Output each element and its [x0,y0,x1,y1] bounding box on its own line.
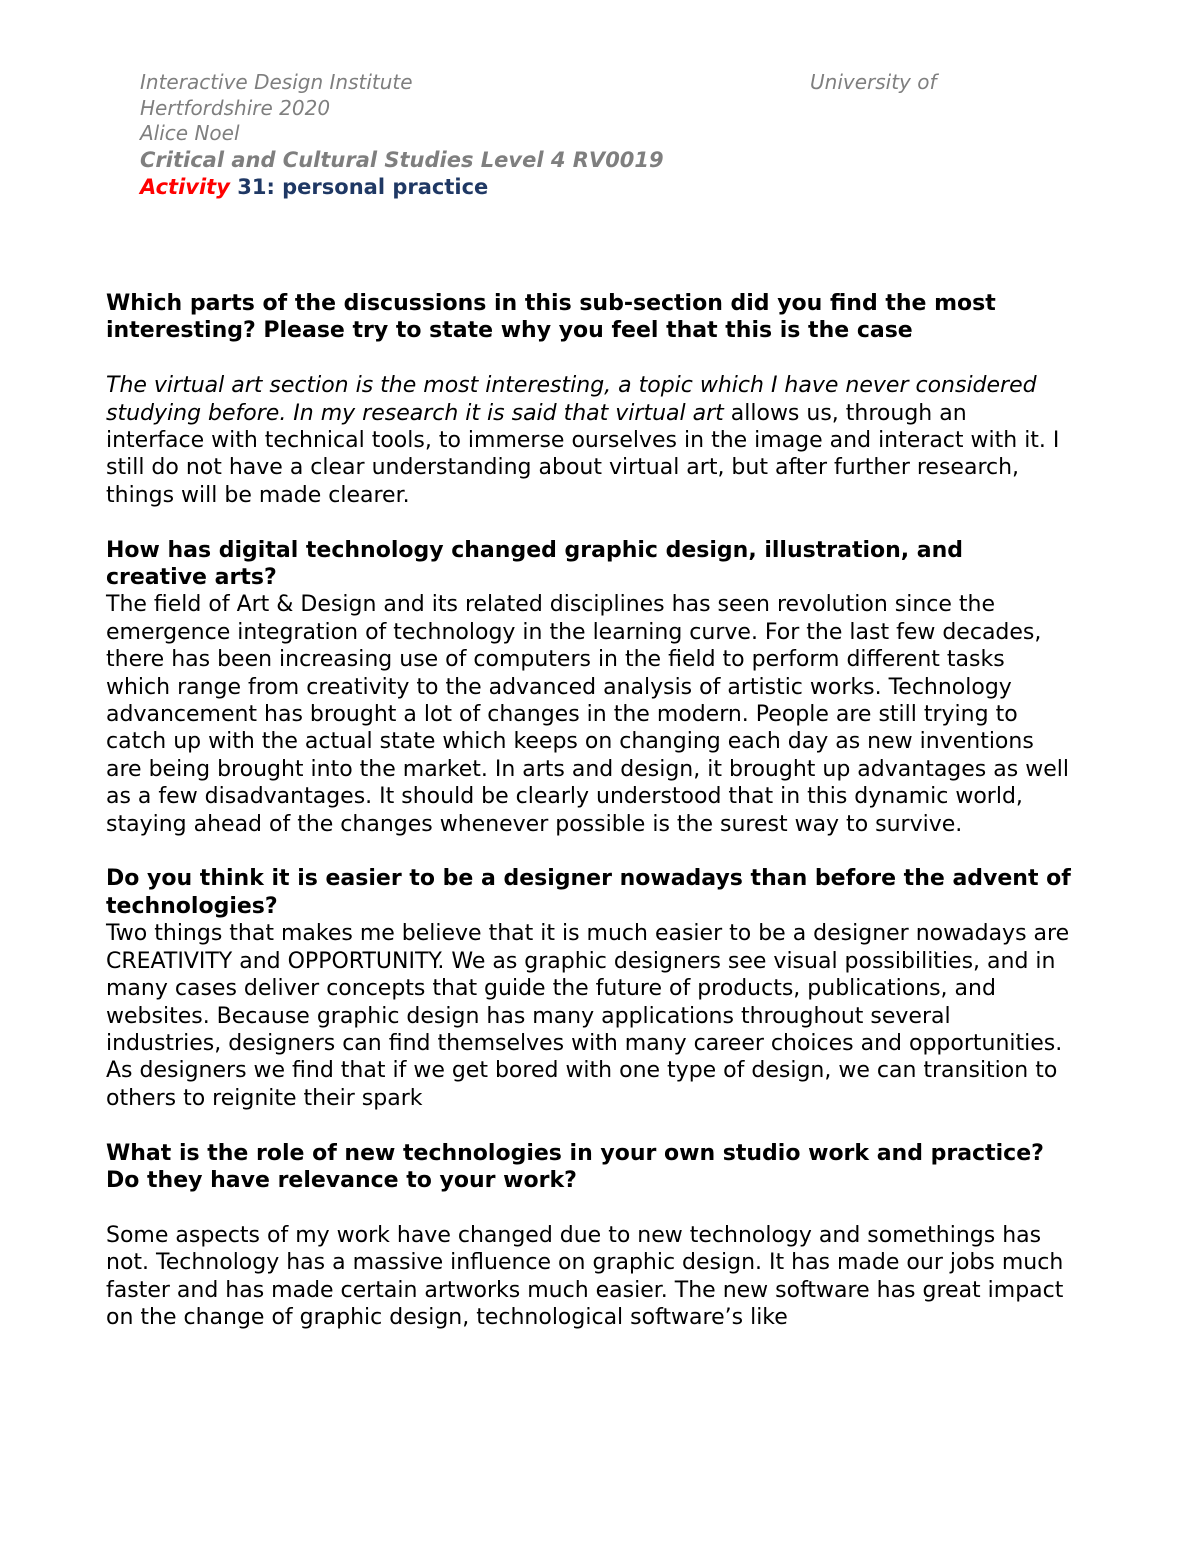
answer-1 [106,372,1071,509]
answer-1-italic: The virtual art section is the most interesting, a topic which I have never considered studying before. In my research it is said that virtual art [106,373,1037,426]
university-name: University of [810,70,937,94]
question-4: What is the role of new technologies in your own studio work and practice? Do they have relevance to your work? [106,1140,1044,1193]
activity-subtitle: 31: personal practice [229,174,489,199]
institute-name: Interactive Design Institute [140,70,413,94]
section-1 [106,290,1071,509]
answer-3: Two things that makes me believe that it is much easier to be a designer nowadays are CREATIVITY and OPPORTUNITY. We as graphic designers see visual possibilities, and in many cases deliver concepts that guide the future of products, publications, and websites. Because graphic design has many applications throughout several industries, designers can find themselves with many career choices and opportunities. As designers we find that if we get bored with one type of design, we can transition to others to reignite their spark [106,921,1070,1111]
document-header [140,70,960,201]
spacer [106,1112,1071,1139]
author-name: Alice Noel [140,121,240,145]
activity-title [140,174,960,201]
section-3 [106,865,1071,1112]
spacer [106,838,1071,865]
header-line [140,70,960,96]
section-4 [106,1140,1071,1332]
question-2: How has digital technology changed graphic design, illustration, and creative arts? [106,537,964,591]
activity-word: Activity [140,174,230,199]
course-title: Critical and Cultural Studies Level 4 RV0019 [140,147,664,172]
question-3: Do you think it is easier to be a designer nowadays than before the advent of technologies? [106,866,1071,919]
section-2 [106,537,1071,838]
question-1: Which parts of the discussions in this sub-section did you find the most interesting? Please try to state why you feel that this is the case [106,291,996,344]
answer-2: The field of Art & Design and its related disciplines has seen revolution since the emergence integration of technology in the learning curve. For the last few decades, there has been increasing use of computers in the field to perform different tasks which range from creativity to the advanced analysis of artistic works. Technology advancement has brought a lot of changes in the modern. People are still trying to catch up with the actual state which keeps on changing each day as new inventions are being brought into the market. In arts and design, it brought up advantages as well as a few disadvantages. It should be clearly understood that in this dynamic world, staying ahead of the changes whenever possible is the surest way to survive. [106,592,1069,837]
spacer [106,345,1071,372]
document-body [106,290,1071,1331]
answer-4: Some aspects of my work have changed due to new technology and somethings has not. Technology has a massive influence on graphic design. It has made our jobs much faster and has made certain artworks much easier. The new software has great impact on the change of graphic design, technological software’s like [106,1222,1064,1330]
university-year: Hertfordshire 2020 [140,95,331,120]
answer-1-normal: allows us, through an interface with technical tools, to immerse ourselves in the image and interact with it. I still do not have a clear understanding about virtual art, but after further research, things will be made clearer. [106,400,1060,508]
spacer [106,1194,1071,1221]
spacer [106,509,1071,536]
